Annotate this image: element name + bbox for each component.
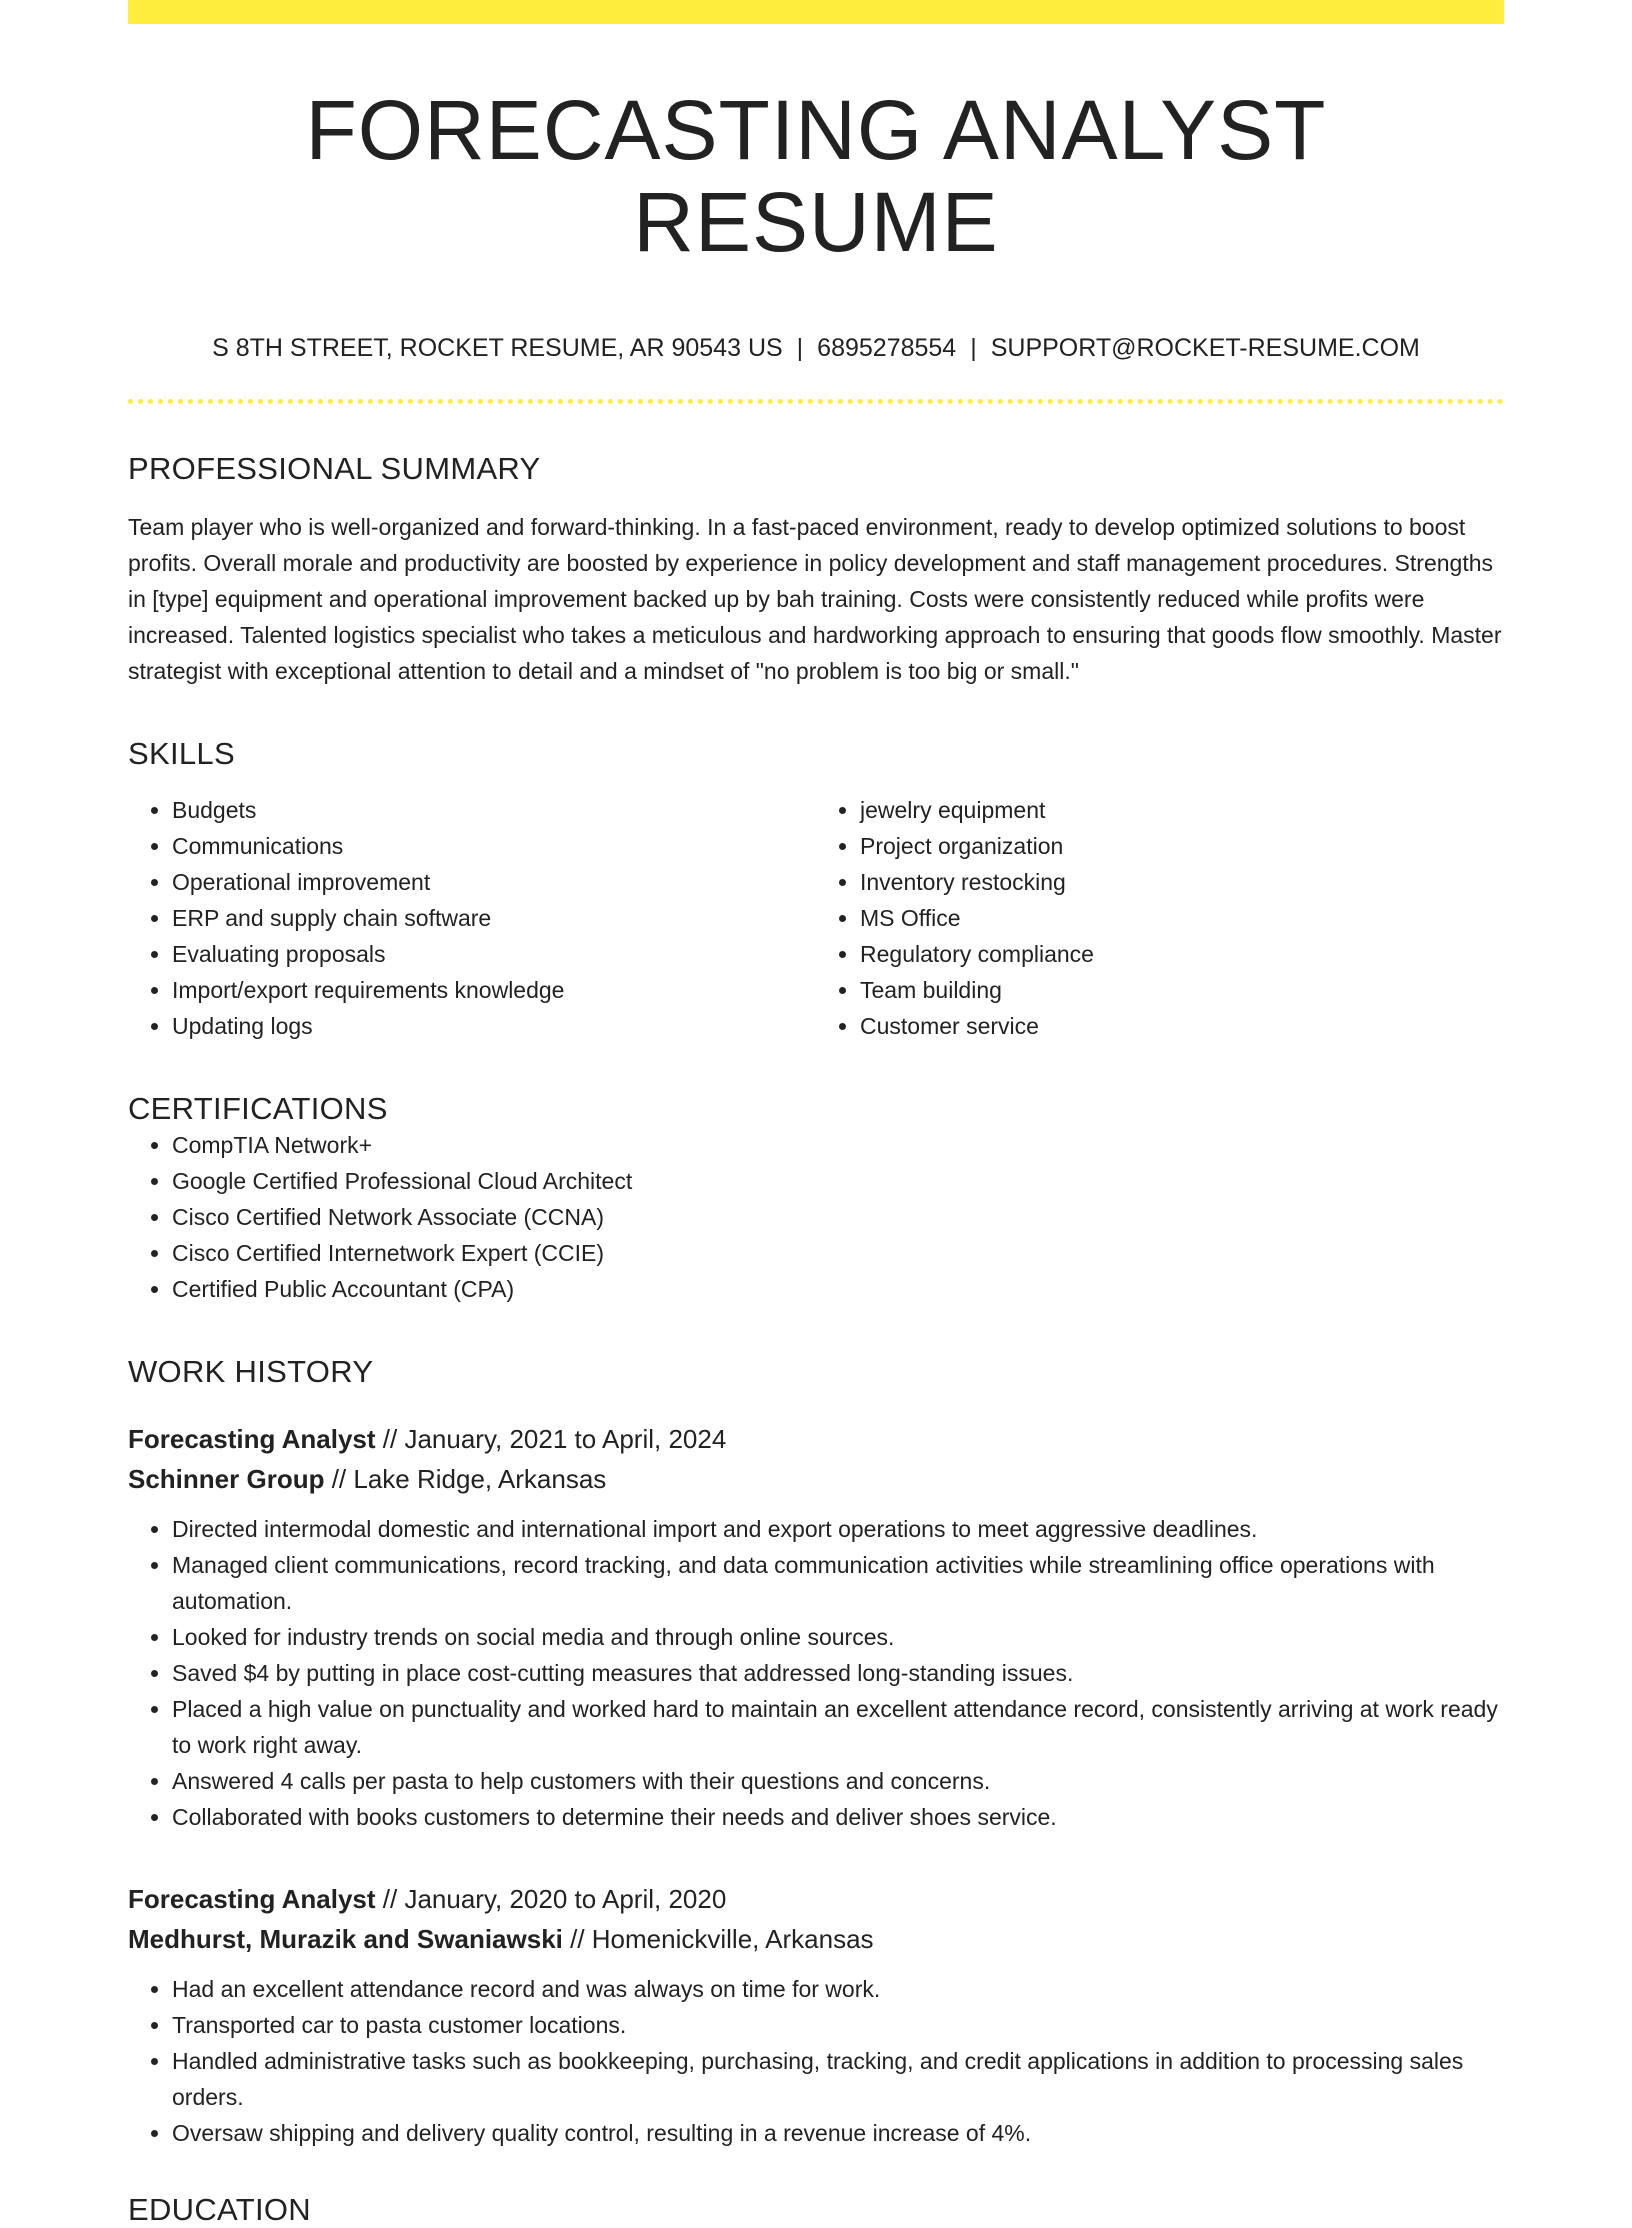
job-location: // Lake Ridge, Arkansas: [324, 1463, 607, 1494]
certification-item: • Google Certified Professional Cloud Architect: [172, 1163, 1504, 1199]
job-duties-list: [128, 1971, 1504, 2151]
job-company: Schinner Group: [128, 1463, 325, 1494]
skill-item: • MS Office: [860, 900, 1504, 936]
contact-separator: |: [796, 333, 804, 362]
skill-item: • Customer service: [860, 1008, 1504, 1044]
skill-item: • Import/export requirements knowledge: [172, 972, 816, 1008]
section-heading-skills: SKILLS: [128, 735, 235, 771]
job-duty-item: • Managed client communications, record tracking, and data communication activities while streamlining office operations with automation.: [172, 1547, 1504, 1619]
section-heading-work-history: WORK HISTORY: [128, 1354, 374, 1390]
contact-separator: |: [970, 333, 977, 362]
job-duty-item: • Looked for industry trends on social media and through online sources.: [172, 1619, 1504, 1655]
section-heading-education: EDUCATION: [128, 2191, 311, 2227]
section-heading-summary: PROFESSIONAL SUMMARY: [128, 450, 541, 486]
certification-item: • Certified Public Accountant (CPA): [172, 1271, 1504, 1307]
section-heading-certifications: CERTIFICATIONS: [128, 1091, 388, 1127]
skill-item: • Updating logs: [172, 1008, 816, 1044]
skill-item: • Communications: [172, 828, 816, 864]
job-duty-item: • Saved $4 by putting in place cost-cutting measures that addressed long-standing issues.: [172, 1655, 1504, 1691]
job-duty-item: • Placed a high value on punctuality and worked hard to maintain an excellent attendance record, consistently arriving at work ready to work right away.: [172, 1691, 1504, 1763]
job-title: Forecasting Analyst: [128, 1883, 376, 1914]
skills-column-right: [816, 792, 1504, 1044]
certification-item: • CompTIA Network+: [172, 1127, 1504, 1163]
contact-email: SUPPORT@ROCKET-RESUME.COM: [990, 333, 1420, 362]
job-duty-item: • Oversaw shipping and delivery quality control, resulting in a revenue increase of 4%.: [172, 2115, 1504, 2151]
job-duty-item: • Directed intermodal domestic and international import and export operations to meet aggressive deadlines.: [172, 1511, 1504, 1547]
skill-item: • Budgets: [172, 792, 816, 828]
resume-page: [128, 0, 1504, 2228]
job-company-line: [128, 1459, 1504, 1499]
header-divider: [128, 399, 1504, 404]
certification-item: • Cisco Certified Internetwork Expert (CCIE): [172, 1235, 1504, 1271]
job-entry: [128, 1879, 1504, 2151]
job-company-line: [128, 1919, 1504, 1959]
skill-item: • ERP and supply chain software: [172, 900, 816, 936]
job-duty-item: • Collaborated with books customers to determine their needs and deliver shoes service.: [172, 1799, 1504, 1835]
skill-item: • Regulatory compliance: [860, 936, 1504, 972]
skill-item: • jewelry equipment: [860, 792, 1504, 828]
certification-item: • Cisco Certified Network Associate (CCNA): [172, 1199, 1504, 1235]
resume-title: FORECASTING ANALYST RESUME: [305, 83, 1327, 270]
job-duty-item: • Answered 4 calls per pasta to help customers with their questions and concerns.: [172, 1763, 1504, 1799]
job-duty-item: • Handled administrative tasks such as bookkeeping, purchasing, tracking, and credit applications in addition to processing sales orders.: [172, 2043, 1504, 2115]
job-dates: // January, 2021 to April, 2024: [375, 1423, 727, 1454]
skills-list: [128, 792, 1504, 1044]
job-title-line: [128, 1419, 1504, 1459]
job-dates: // January, 2020 to April, 2020: [375, 1883, 727, 1914]
job-title: Forecasting Analyst: [128, 1423, 376, 1454]
contact-line: [128, 333, 1504, 363]
job-company: Medhurst, Murazik and Swaniawski: [128, 1923, 563, 1954]
skill-item: • Operational improvement: [172, 864, 816, 900]
job-duty-item: • Transported car to pasta customer locations.: [172, 2007, 1504, 2043]
skills-column-left: [128, 792, 816, 1044]
skill-item: • Project organization: [860, 828, 1504, 864]
summary-text: Team player who is well-organized and forward-thinking. In a fast-paced environment, ready to develop optimized solutions to boost profits. Overall morale and productivity are boosted by experience in policy development and staff management procedures. Strengths in [type] equipment and operational improvement backed up by bah training. Costs were consistently reduced while profits were increased. Talented logistics specialist who takes a meticulous and hardworking approach to ensuring that goods flow smoothly. Master strategist with exceptional attention to detail and a mindset of "no problem is too big or small.": [128, 513, 1502, 684]
contact-phone: 6895278554: [817, 333, 957, 362]
certifications-list: [128, 1127, 1504, 1307]
contact-address: S 8TH STREET, ROCKET RESUME, AR 90543 US: [212, 333, 783, 362]
job-entry: [128, 1419, 1504, 1835]
skill-item: • Inventory restocking: [860, 864, 1504, 900]
skill-item: • Evaluating proposals: [172, 936, 816, 972]
job-duties-list: [128, 1511, 1504, 1835]
job-location: // Homenickville, Arkansas: [562, 1923, 874, 1954]
job-title-line: [128, 1879, 1504, 1919]
work-history-list: [128, 1419, 1504, 2151]
skill-item: • Team building: [860, 972, 1504, 1008]
top-accent-bar: [128, 0, 1504, 24]
job-duty-item: • Had an excellent attendance record and was always on time for work.: [172, 1971, 1504, 2007]
